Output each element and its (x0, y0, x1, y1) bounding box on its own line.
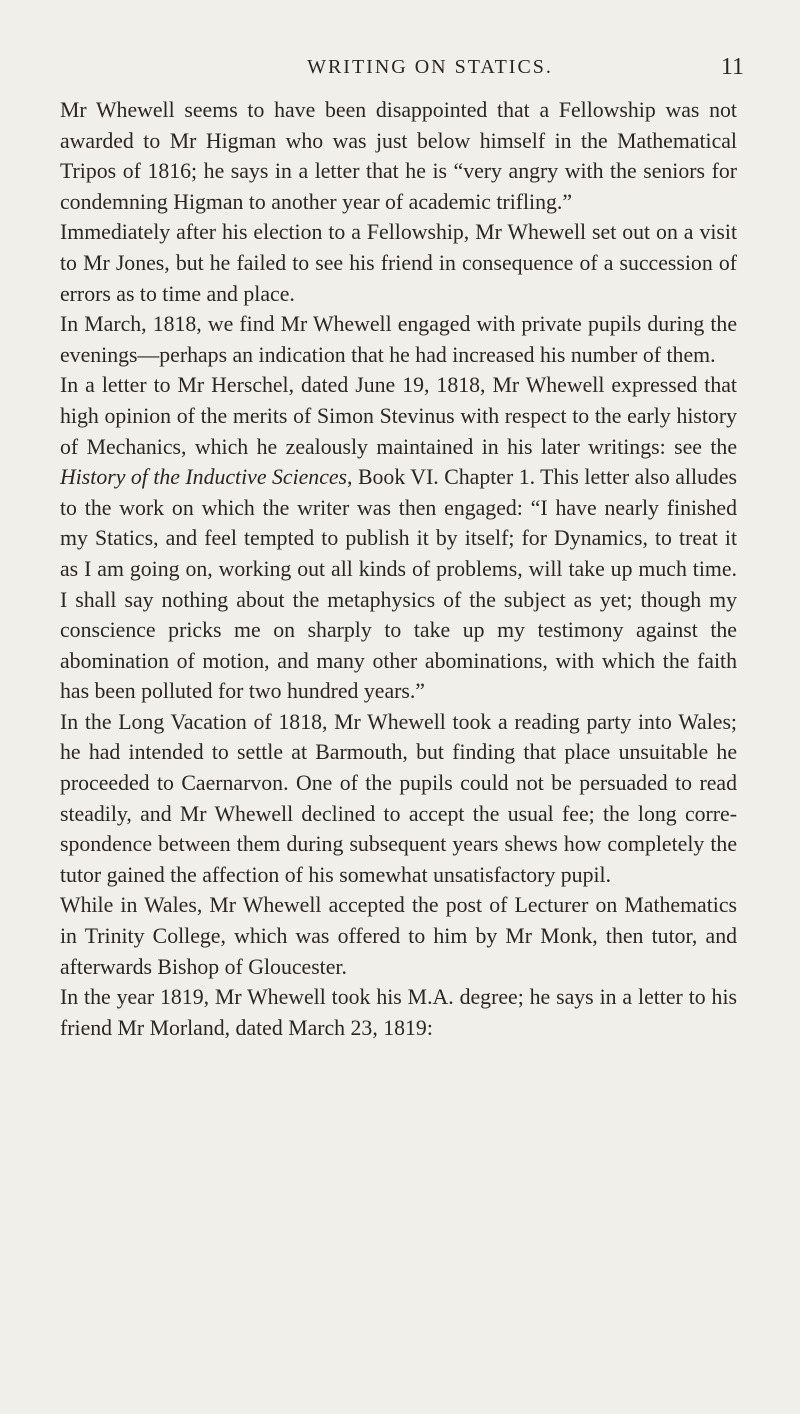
paragraph-lecturer-post: While in Wales, Mr Whewell accepted the post of Lecturer on Mathematics in Trinity College, which was offered to him by Mr Monk, then tutor, and afterwards Bishop of Gloucester. (60, 893, 737, 979)
body-text (60, 95, 737, 1043)
paragraph-private-pupils: In March, 1818, we find Mr Whewell engaged with private pupils during the evenings—perhaps an indication that he had increased his number of them. (60, 312, 737, 367)
paragraph-ma-degree: In the year 1819, Mr Whewell took his M.A. degree; he says in a letter to his friend Mr Morland, dated March 23, 1819: (60, 985, 737, 1040)
paragraph-higman: Mr Whewell seems to have been disappointed that a Fellowship was not awarded to Mr Higman who was just below himself in the Mathematical Tripos of 1816; he says in a letter that he is “very angry with the seniors for condemning Higman to another year of academic trifling.” (60, 98, 737, 214)
book-title-reference: History of the Inductive Sciences (60, 465, 348, 490)
paragraph-herschel-letter (60, 370, 737, 707)
page-number: 11 (720, 54, 744, 80)
paragraph-visit-jones: Immediately after his election to a Fellowship, Mr Whewell set out on a visit to Mr Jones, but he failed to see his friend in consequence of a succession of errors as to time and place. (60, 220, 737, 306)
running-title: WRITING ON STATICS. (307, 56, 553, 78)
running-head (60, 52, 800, 82)
herschel-text-part-2: , Book VI. Chapter 1. This letter also alludes to the work on which the writer was then engaged: “I have nearly finished my Statics, and feel tempted to publish it by itself; for Dynamics, to treat it as I am going on, working out all kinds of problems, will take up much time. I shall say nothing about the metaphysics of the subject as yet; though my conscience pricks me on sharply to take up my testimony against the abomination of motion, and many other abominations, with which the faith has been polluted for two hundred years.” (60, 465, 737, 704)
herschel-text-part-1: In a letter to Mr Herschel, dated June 19, 1818, Mr Whewell expressed that high opinion of the merits of Simon Stevinus with respect to the early history of Mechanics, which he zealously maintained in his later writings: see the (60, 373, 737, 459)
paragraph-wales-reading-party: In the Long Vacation of 1818, Mr Whewell took a reading party into Wales; he had intended to settle at Barmouth, but finding that place unsuitable he proceeded to Caernarvon. One of the pupils could not be persuaded to read steadily, and Mr Whewell declined to accept the usual fee; the long correspondence between them during subsequent years shews how completely the tutor gained the affection of his somewhat unsatisfactory pupil. (60, 709, 737, 887)
